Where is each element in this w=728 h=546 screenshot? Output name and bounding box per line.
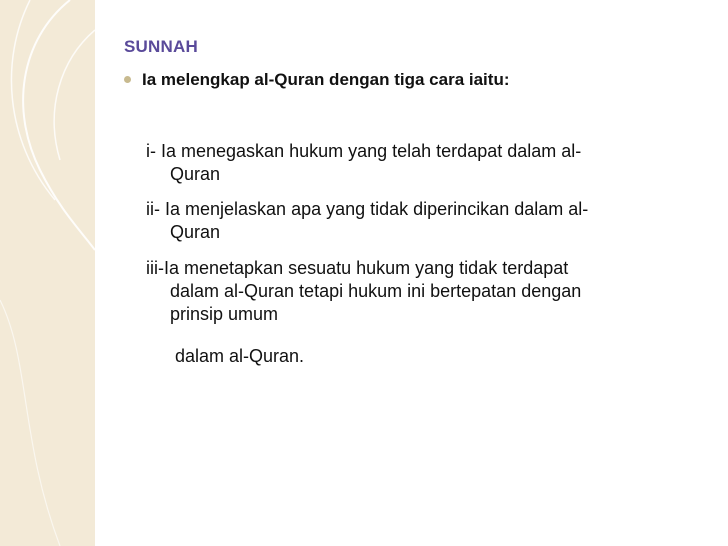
point-2-line-1: ii- Ia menjelaskan apa yang tidak diperincikan dalam al-	[146, 199, 589, 219]
point-1-line-1: i- Ia menegaskan hukum yang telah terdapat dalam al-	[146, 141, 582, 161]
slide-heading: SUNNAH	[124, 37, 198, 56]
point-3	[146, 257, 581, 326]
point-3-line-3: prinsip umum	[170, 304, 279, 324]
bullet-item	[124, 70, 509, 90]
bullet-text: Ia melengkap al-Quran dengan tiga cara iaitu:	[142, 70, 510, 89]
closing-line: dalam al-Quran.	[175, 346, 305, 366]
point-3-line-2: dalam al-Quran tetapi hukum ini bertepatan dengan	[170, 281, 582, 301]
decorative-swirl-icon	[0, 0, 95, 546]
bullet-icon	[124, 76, 131, 83]
point-1-line-2: Quran	[170, 164, 221, 184]
decorative-side-panel	[0, 0, 95, 546]
point-3-line-1: iii-Ia menetapkan sesuatu hukum yang tidak terdapat	[146, 258, 569, 278]
point-1	[146, 140, 581, 186]
point-2-line-2: Quran	[170, 222, 221, 242]
point-2	[146, 198, 588, 244]
